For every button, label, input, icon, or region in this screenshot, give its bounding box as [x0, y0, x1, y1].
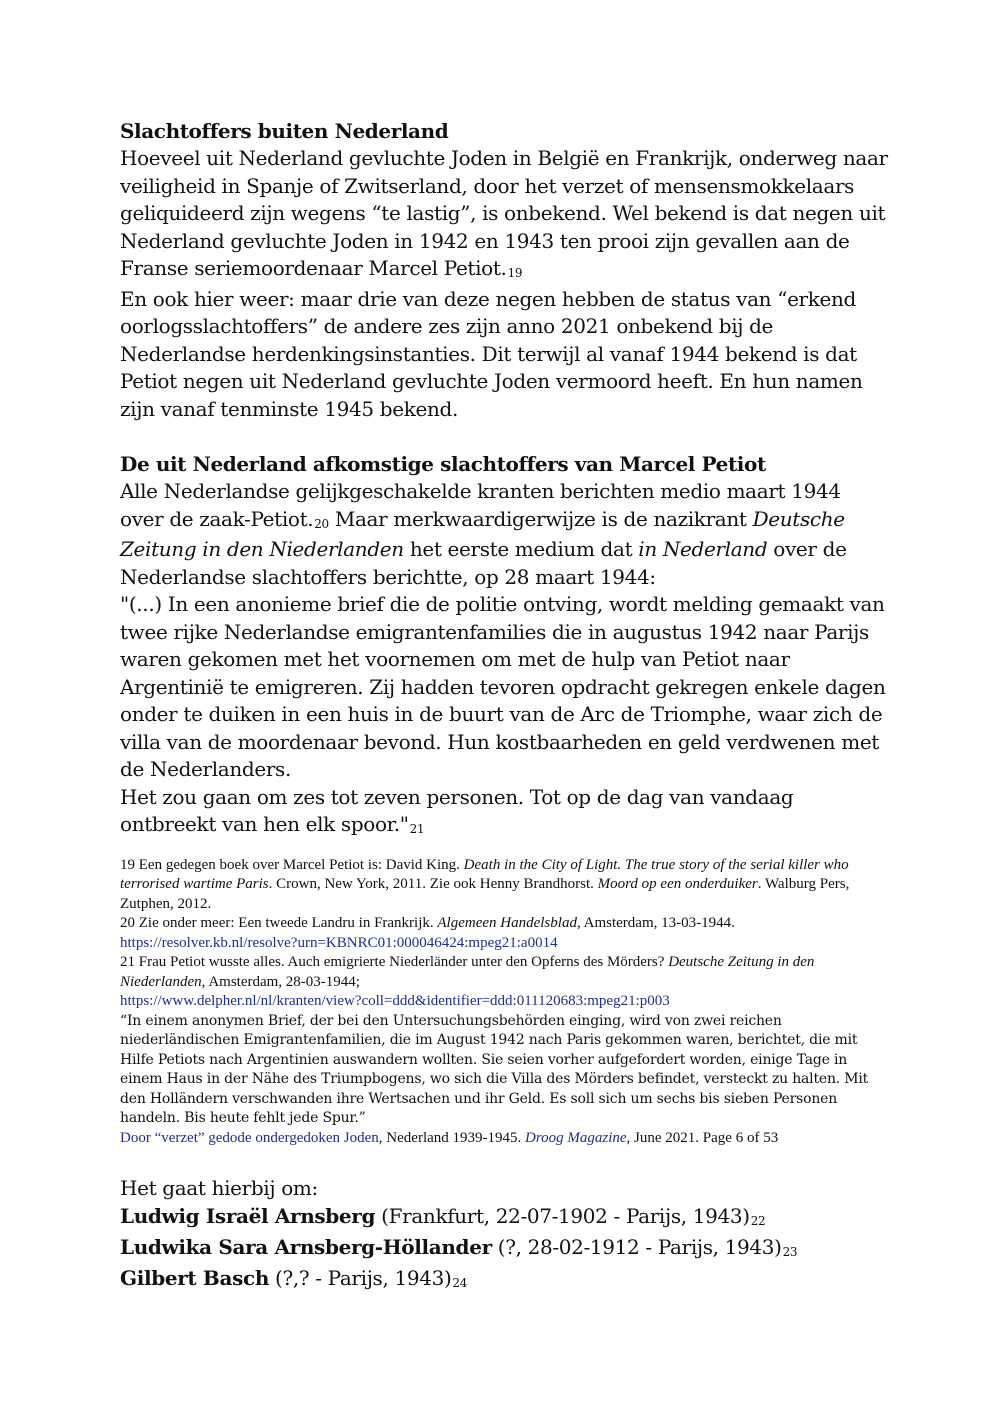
footnote-20-link[interactable]: https://resolver.kb.nl/resolve?urn=KBNRC01:000046424:mpeg21:a0014 [120, 934, 558, 951]
footnotes [120, 856, 890, 1149]
footnote-20: 20 Zie onder meer: Een tweede Landru in Frankrijk. Algemeen Handelsblad, Amsterdam, 13-03-1944. https://resolver.kb.nl/resolve?urn=KBNRC01:000046424:mpeg21:a0014 [120, 915, 735, 951]
droog-magazine-link[interactable]: Droog Magazine [525, 1129, 627, 1146]
footnote-21-source-link[interactable]: Door “verzet” gedode ondergedoken Joden [120, 1129, 379, 1146]
footnote-ref-21[interactable]: 21 [409, 822, 425, 836]
list-item: Gilbert Basch (?,? - Parijs, 1943)$^{24}$ [120, 1266, 467, 1290]
section-heading-petiot-victims: De uit Nederland afkomstige slachtoffers van Marcel Petiot [120, 452, 766, 476]
victim-list-intro: Het gaat hierbij om: [120, 1176, 318, 1200]
document-page [120, 118, 890, 1295]
victim-list [120, 1174, 890, 1295]
footnote-21-source: Door “verzet” gedode ondergedoken Joden, Nederland 1939-1945. Droog Magazine, June 2021. Page 6 of 53 [120, 1129, 779, 1146]
list-item: Ludwig Israël Arnsberg (Frankfurt, 22-07-1902 - Parijs, 1943)$^{22}$ [120, 1204, 766, 1228]
paragraph-petiot-victims: Alle Nederlandse gelijkgeschakelde kranten berichten medio maart 1944 over de zaak-Petiot.$^{20}$ Maar merkwaardigerwijze is de nazikrant Deutsche Zeitung in den Niederlanden het eerste medium dat in Nederland over de Nederlandse slachtoffers berichtte, op 28 maart 1944: "(...) In een anonieme brief die de politie ontving, wordt melding gemaakt van twee rijke Nederlandse emigrantenfamilies die in augustus 1942 naar Parijs waren gekomen met het voornemen om met de hulp van Petiot naar Argentinië te emigreren. Zij hadden tevoren opdracht gekregen enkele dagen onder te duiken in een huis in de buurt van de Arc de Triomphe, waar zich de villa van de moordenaar bevond. Hun kostbaarheden en geld verdwenen met de Nederlanders. Het zou gaan om zes tot zeven personen. Tot op de dag van vandaag ontbreekt van hen elk spoor."$^{21}$ [120, 479, 886, 836]
footnote-21: 21 Frau Petiot wusste alles. Auch emigrierte Niederländer unter den Opferns des Mörders? Deutsche Zeitung in den Niederlanden, Amsterdam, 28-03-1944; https://www.delpher.nl/nl/kranten/view?coll=ddd&identifier=ddd:011120683:mpeg21:p003 [120, 954, 815, 1009]
list-item: Ludwika Sara Arnsberg-Höllander (?, 28-02-1912 - Parijs, 1943)$^{23}$ [120, 1235, 798, 1259]
section-heading-victims-abroad: Slachtoffers buiten Nederland [120, 119, 449, 143]
footnote-19: 19 Een gedegen boek over Marcel Petiot is: David King. Death in the City of Light. The true story of the serial killer who terrorised wartime Paris. Crown, New York, 2011. Zie ook Henny Brandhorst. Moord op een onderduiker. Walburg Pers, Zutphen, 2012. [120, 856, 850, 912]
quote-dutch: "(...) In een anonieme brief die de politie ontving, wordt melding gemaakt van twee rijke Nederlandse emigrantenfamilies die in augustus 1942 naar Parijs waren gekomen met het voornemen om met de hulp van Petiot naar Argentinië te emigreren. Zij hadden tevoren opdracht gekregen enkele dagen onder te duiken in een huis in de buurt van de Arc de Triomphe, waar zich de villa van de moordenaar bevond. Hun kostbaarheden en geld verdwenen met de Nederlanders. [120, 592, 886, 781]
footnote-ref-23[interactable]: 23 [782, 1245, 798, 1259]
footnote-ref-22[interactable]: 22 [750, 1214, 766, 1228]
footnote-ref-24[interactable]: 24 [452, 1276, 467, 1290]
footnote-ref-20[interactable]: 20 [314, 516, 329, 531]
footnote-21-link[interactable]: https://www.delpher.nl/nl/kranten/view?coll=ddd&identifier=ddd:011120683:mpeg21:p003 [120, 993, 670, 1009]
footnote-21-german-quote: “In einem anonymen Brief, der bei den Untersuchungsbehörden einging, wird von zwei reichen niederländischen Emigrantenfamilien, die im August 1942 nach Paris gekommen waren, berichtet, die mit Hilfe Petiots nach Argentinien auswandern wollten. Sie seien vorher aufgefordert worden, einige Tage in einem Haus in der Nähe des Triumpbogens, wo sich die Villa des Mörders befindet, versteckt zu halten. Mit den Holländern verschwanden ihre Wertsachen und ihr Geld. Es soll sich um sechs bis sieben Personen handeln. Bis heute fehlt jede Spur.” [120, 1012, 869, 1126]
footnote-ref-19[interactable]: 19 [507, 266, 523, 280]
paragraph-victims-abroad: Hoeveel uit Nederland gevluchte Joden in België en Frankrijk, onderweg naar veiligheid in Spanje of Zwitserland, door het verzet of mensensmokkelaars geliquideerd zijn wegens “te lastig”, is onbekend. Wel bekend is dat negen uit Nederland gevluchte Joden in 1942 en 1943 ten prooi zijn gevallen aan de Franse seriemoordenaar Marcel Petiot.$^{19}$ En ook hier weer: maar drie van deze negen hebben de status van “erkend oorlogsslachtoffers” de andere zes zijn anno 2021 onbekend bij de Nederlandse herdenkingsinstanties. Dit terwijl al vanaf 1944 bekend is dat Petiot negen uit Nederland gevluchte Joden vermoord heeft. En hun namen zijn vanaf tenminste 1945 bekend. [120, 146, 888, 421]
